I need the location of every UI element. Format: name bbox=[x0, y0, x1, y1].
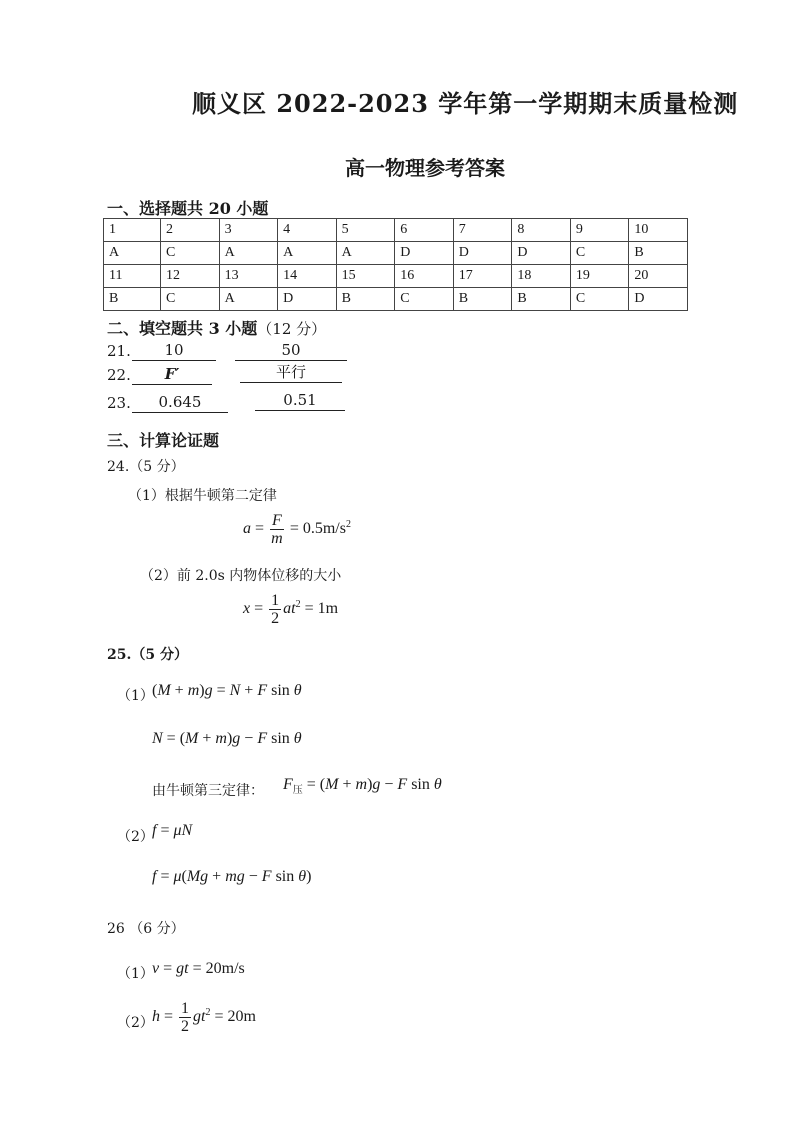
blank-number-21: 21. bbox=[107, 342, 131, 360]
blank-answer-22-2: 平行 bbox=[240, 362, 342, 383]
answer-table-cell: C bbox=[395, 288, 454, 311]
answer-table-cell: D bbox=[395, 242, 454, 265]
q25-equation-5: f = μ(Mg + mg − F sin θ) bbox=[152, 868, 312, 885]
q26-equation-2: h = $\frac{1}{2}$ $gt^2 = 20m$ bbox=[152, 1000, 256, 1035]
answer-table-cell: A bbox=[104, 242, 161, 265]
answer-table-cell: 1 bbox=[104, 219, 161, 242]
page-subtitle: 高一物理参考答案 bbox=[345, 156, 505, 180]
answer-table-cell: A bbox=[219, 288, 278, 311]
q24-part1: （1）根据牛顿第二定律 bbox=[128, 488, 277, 504]
blank-answer-22-1: F′ bbox=[132, 364, 212, 385]
answer-table-cell: C bbox=[161, 242, 220, 265]
answer-table-cell: 20 bbox=[629, 265, 688, 288]
blank-number-23: 23. bbox=[107, 394, 131, 412]
answer-table-cell: 13 bbox=[219, 265, 278, 288]
q25-part2-label: （2） bbox=[117, 829, 154, 845]
answer-table-cell: 11 bbox=[104, 265, 161, 288]
answer-table-cell: 18 bbox=[512, 265, 571, 288]
answer-table-cell: 19 bbox=[570, 265, 629, 288]
answer-table-cell: B bbox=[336, 288, 395, 311]
answer-table-cell: 17 bbox=[453, 265, 512, 288]
q26-part2-label: （2） bbox=[117, 1015, 154, 1031]
answer-table-cell: 12 bbox=[161, 265, 220, 288]
answer-table-cell: 8 bbox=[512, 219, 571, 242]
answer-table-cell: C bbox=[570, 288, 629, 311]
blank-answer-23-1: 0.645 bbox=[132, 392, 228, 413]
answer-table-cell: C bbox=[570, 242, 629, 265]
answer-table-cell: A bbox=[336, 242, 395, 265]
q26-equation-1: v = gt = 20m/s bbox=[152, 960, 245, 977]
q25-equation-4: f = μN bbox=[152, 822, 193, 839]
answer-table-cell: D bbox=[278, 288, 337, 311]
answer-table-cell: C bbox=[161, 288, 220, 311]
blank-answer-23-2: 0.51 bbox=[255, 390, 345, 411]
section-3-heading: 三、计算论证题 bbox=[107, 431, 220, 450]
q25-equation-3: $F_压 = (M + m)g - F$ sin θ bbox=[283, 776, 442, 797]
q25-label: 25.（5 分） bbox=[107, 647, 188, 663]
answer-table-row bbox=[104, 219, 688, 242]
answer-table-cell: B bbox=[453, 288, 512, 311]
answer-table-cell: 7 bbox=[453, 219, 512, 242]
section-1-heading: 一、选择题共 20 小题 bbox=[107, 199, 269, 218]
answer-table-row bbox=[104, 265, 688, 288]
q24-label: 24.（5 分） bbox=[107, 459, 185, 475]
answer-table-cell: 2 bbox=[161, 219, 220, 242]
answer-table-cell: 4 bbox=[278, 219, 337, 242]
answer-table-cell: D bbox=[453, 242, 512, 265]
q25-equation-2: N = (M + m)g − F sin θ bbox=[152, 730, 302, 747]
q24-equation-2: x = $\frac{1}{2}$ $at^2 = 1m$ bbox=[243, 592, 339, 627]
answer-table-cell: B bbox=[512, 288, 571, 311]
blank-answer-21-2: 50 bbox=[235, 340, 347, 361]
q26-part1-label: （1） bbox=[117, 966, 154, 982]
q25-third-law-text: 由牛顿第三定律： bbox=[152, 783, 264, 799]
answer-table bbox=[103, 218, 688, 311]
section-2-heading bbox=[107, 316, 326, 339]
answer-table-cell: 6 bbox=[395, 219, 454, 242]
q25-part1-label: （1） bbox=[117, 688, 154, 704]
answer-table-cell: 9 bbox=[570, 219, 629, 242]
answer-table-cell: 3 bbox=[219, 219, 278, 242]
answer-table-cell: B bbox=[104, 288, 161, 311]
answer-table-cell: A bbox=[278, 242, 337, 265]
answer-table-cell: D bbox=[629, 288, 688, 311]
blank-number-22: 22. bbox=[107, 366, 131, 384]
q25-equation-1: (M + m)g = N + F sin θ bbox=[152, 682, 302, 699]
q24-part2: （2）前 2.0s 内物体位移的大小 bbox=[140, 568, 342, 584]
answer-table-cell: 5 bbox=[336, 219, 395, 242]
section-2-title: 二、填空题共 3 小题 bbox=[107, 319, 258, 338]
blank-answer-21-1: 10 bbox=[132, 340, 216, 361]
page-title: 顺义区 2022-2023 学年第一学期期末质量检测 bbox=[192, 89, 739, 118]
answer-table-row bbox=[104, 288, 688, 311]
answer-table-cell: 10 bbox=[629, 219, 688, 242]
answer-table-cell: A bbox=[219, 242, 278, 265]
answer-table-cell: 14 bbox=[278, 265, 337, 288]
answer-table-cell: 15 bbox=[336, 265, 395, 288]
answer-table-cell: 16 bbox=[395, 265, 454, 288]
answer-table-row bbox=[104, 242, 688, 265]
answer-table-cell: B bbox=[629, 242, 688, 265]
q24-equation-1: a = $\frac{F}{m}$ = $0.5m/s^2$ bbox=[243, 512, 351, 547]
q26-label: 26 （6 分） bbox=[107, 921, 185, 937]
answer-table-cell: D bbox=[512, 242, 571, 265]
section-2-points: （12 分） bbox=[257, 320, 327, 338]
